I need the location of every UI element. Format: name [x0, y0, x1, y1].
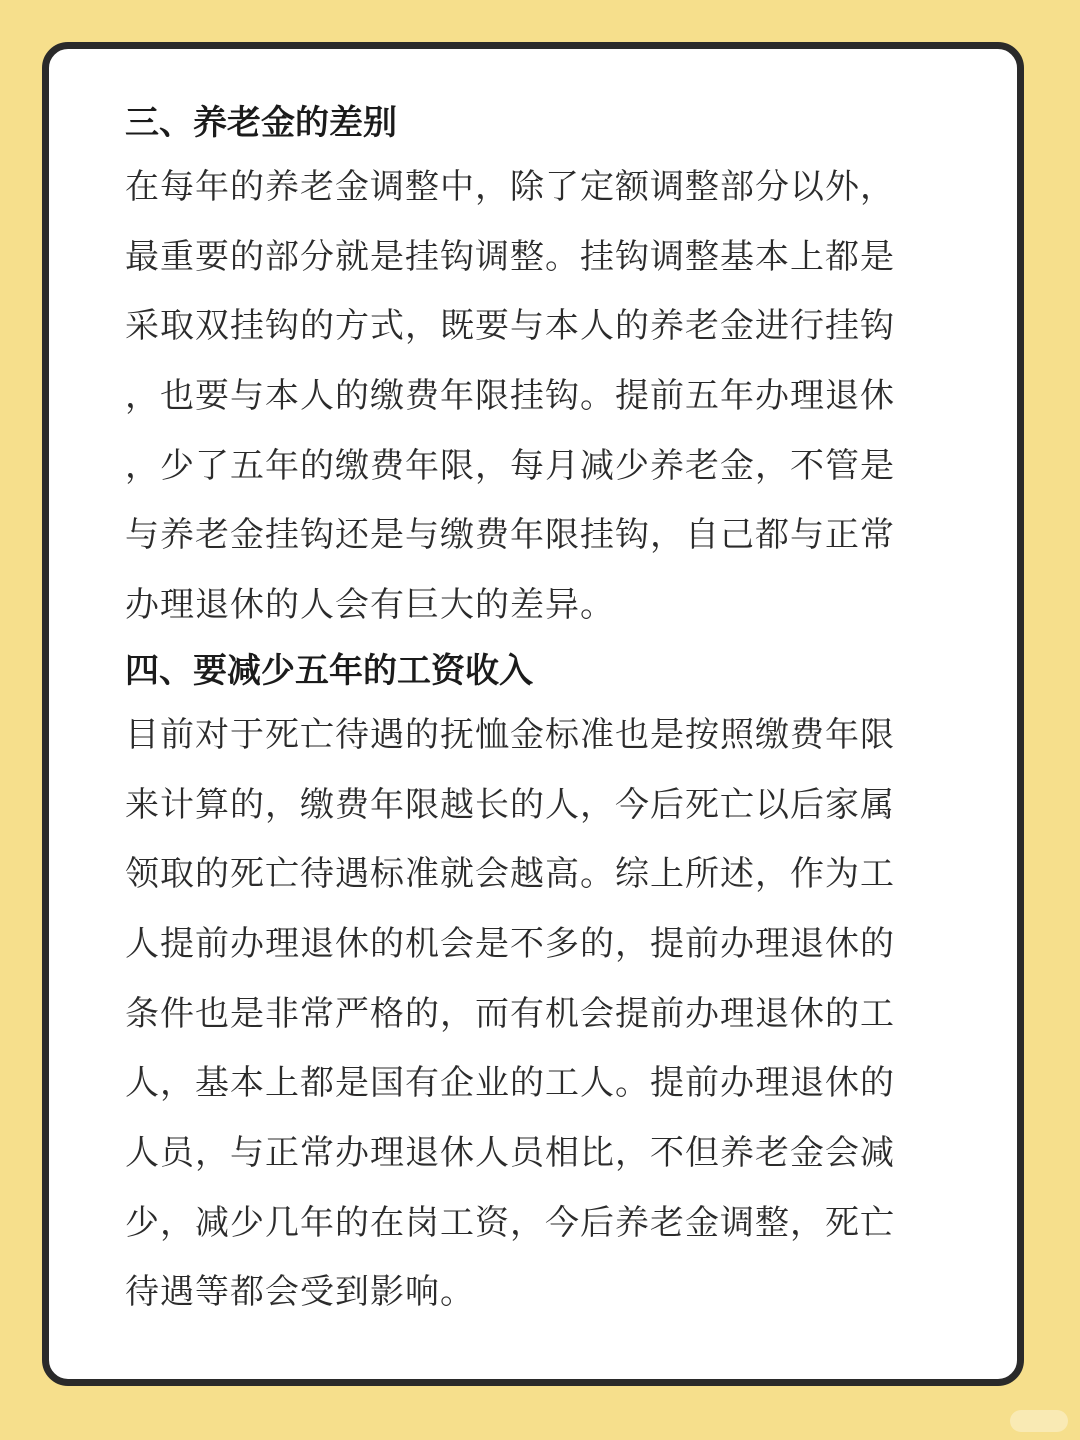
text-line: 少，减少几年的在岗工资，今后养老金调整，死亡	[125, 1202, 895, 1243]
text-line: 来计算的，缴费年限越长的人，今后死亡以后家属	[125, 784, 895, 825]
watermark	[1010, 1410, 1068, 1432]
text-line: 最重要的部分就是挂钩调整。挂钩调整基本上都是	[125, 236, 895, 277]
section-paragraph-income-reduction	[125, 701, 955, 1328]
text-line: 领取的死亡待遇标准就会越高。综上所述，作为工	[125, 854, 895, 895]
text-line: ，也要与本人的缴费年限挂钩。提前五年办理退休	[125, 376, 895, 417]
text-line: ，少了五年的缴费年限，每月减少养老金，不管是	[125, 445, 895, 486]
section-heading-income-reduction: 四、要减少五年的工资收入	[125, 650, 533, 691]
section-heading-pension-difference: 三、养老金的差别	[125, 103, 397, 143]
section-paragraph-pension-difference	[125, 153, 955, 641]
text-line: 人员，与正常办理退休人员相比，不但养老金会减	[125, 1132, 895, 1173]
article-body	[125, 93, 955, 1328]
text-line: 待遇等都会受到影响。	[125, 1272, 475, 1313]
text-line: 条件也是非常严格的，而有机会提前办理退休的工	[125, 993, 895, 1034]
text-line: 与养老金挂钩还是与缴费年限挂钩，自己都与正常	[125, 515, 895, 556]
content-card	[42, 42, 1024, 1386]
text-line: 人提前办理退休的机会是不多的，提前办理退休的	[125, 923, 895, 964]
text-line: 采取双挂钩的方式，既要与本人的养老金进行挂钩	[125, 306, 895, 347]
text-line: 人，基本上都是国有企业的工人。提前办理退休的	[125, 1063, 895, 1104]
text-line: 在每年的养老金调整中，除了定额调整部分以外，	[125, 167, 895, 207]
text-line: 目前对于死亡待遇的抚恤金标准也是按照缴费年限	[125, 714, 895, 755]
text-line: 办理退休的人会有巨大的差异。	[125, 585, 615, 626]
